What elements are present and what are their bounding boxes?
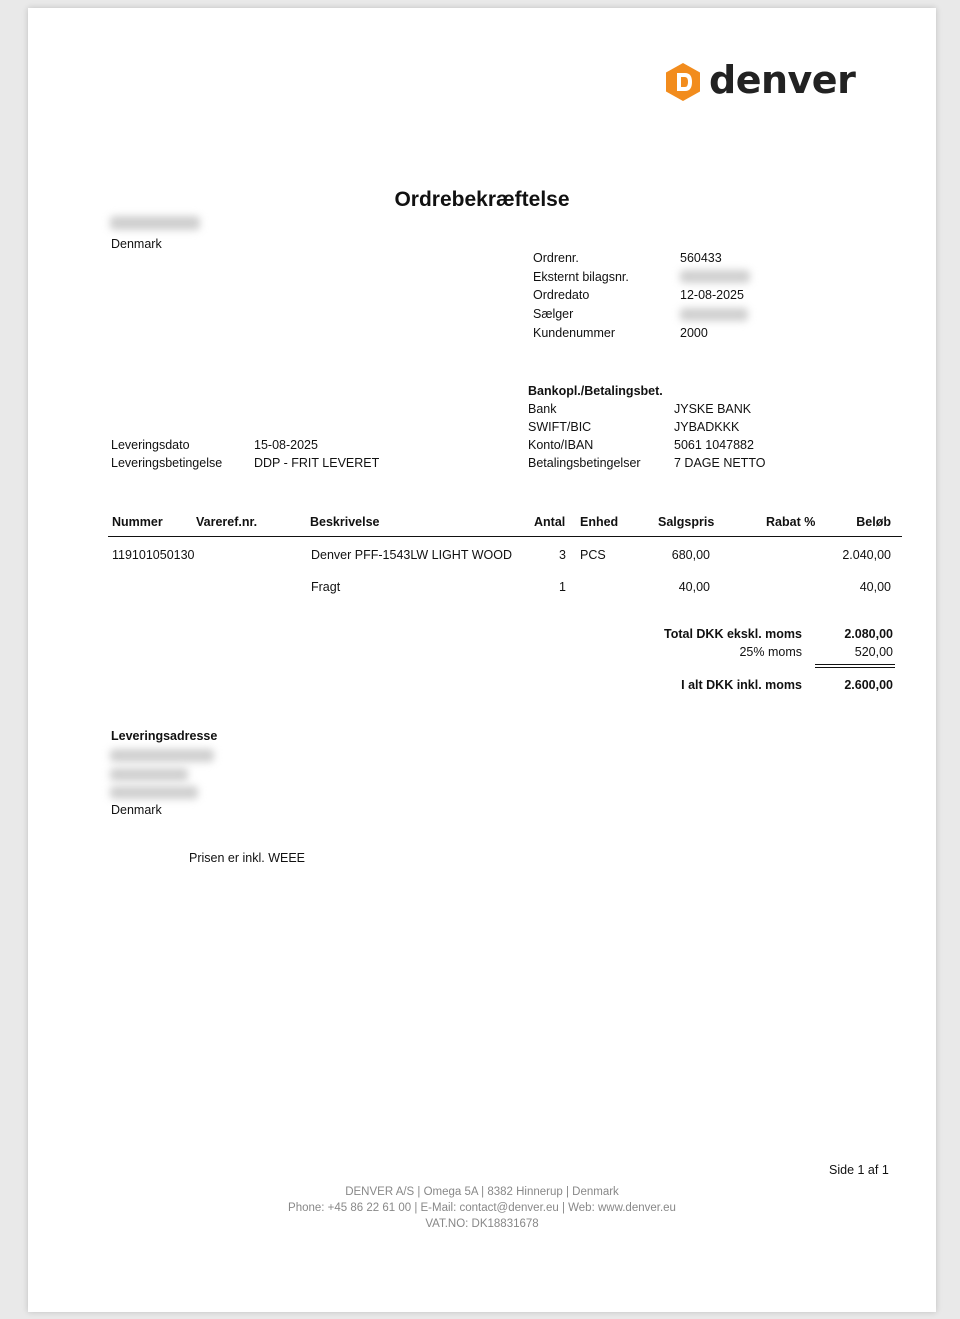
redacted-address-line bbox=[110, 749, 214, 762]
totals-rule bbox=[815, 664, 895, 665]
header-enhed: Enhed bbox=[580, 515, 619, 529]
total-incl-label: I alt DKK inkl. moms bbox=[681, 678, 802, 692]
header-rabat: Rabat % bbox=[766, 515, 816, 529]
bank-label: SWIFT/BIC bbox=[528, 420, 592, 434]
table-header-rule bbox=[108, 536, 902, 537]
footer-vat: VAT.NO: DK18831678 bbox=[425, 1218, 539, 1230]
cell-belob: 2.040,00 bbox=[842, 548, 891, 562]
footer-address: DENVER A/S | Omega 5A | 8382 Hinnerup | Denmark bbox=[345, 1186, 619, 1198]
cell-antal: 3 bbox=[559, 548, 566, 562]
bank-value: JYSKE BANK bbox=[674, 402, 752, 416]
order-info-value: 12-08-2025 bbox=[680, 288, 744, 302]
header-antal: Antal bbox=[534, 515, 566, 529]
total-excl-label: Total DKK ekskl. moms bbox=[663, 627, 802, 641]
page-number: Side 1 af 1 bbox=[829, 1163, 889, 1177]
delivery-value: 15-08-2025 bbox=[254, 438, 318, 452]
delivery-value: DDP - FRIT LEVERET bbox=[254, 456, 380, 470]
bank-value: 5061 1047882 bbox=[674, 438, 754, 452]
delivery-label: Leveringsbetingelse bbox=[111, 456, 223, 470]
cell-beskrivelse: Fragt bbox=[311, 580, 341, 594]
cell-antal: 1 bbox=[559, 580, 566, 594]
order-info-label: Kundenummer bbox=[533, 326, 615, 340]
bank-heading: Bankopl./Betalingsbet. bbox=[528, 384, 663, 398]
header-vareref: Vareref.nr. bbox=[196, 515, 258, 529]
cell-beskrivelse: Denver PFF-1543LW LIGHT WOOD bbox=[311, 548, 512, 562]
bank-value: 7 DAGE NETTO bbox=[674, 456, 766, 470]
delivery-address-heading: Leveringsadresse bbox=[111, 729, 218, 743]
redacted-address-line bbox=[110, 768, 188, 781]
redacted-address-line bbox=[110, 786, 198, 799]
order-info-value: 560433 bbox=[680, 251, 722, 265]
delivery-address-country: Denmark bbox=[111, 803, 162, 817]
weee-note: Prisen er inkl. WEEE bbox=[189, 851, 306, 865]
cell-salgspris: 40,00 bbox=[678, 580, 710, 594]
total-excl-value: 2.080,00 bbox=[844, 627, 893, 641]
cell-nummer: 119101050130 bbox=[112, 548, 195, 562]
header-salgspris: Salgspris bbox=[658, 515, 715, 529]
totals-rule bbox=[815, 667, 895, 668]
bank-label: Konto/IBAN bbox=[528, 438, 594, 452]
order-info-label: Ordredato bbox=[533, 288, 590, 302]
order-info-label: Sælger bbox=[533, 307, 574, 321]
cell-enhed: PCS bbox=[580, 548, 606, 562]
header-nummer: Nummer bbox=[112, 515, 163, 529]
footer-contact: Phone: +45 86 22 61 00 | E-Mail: contact@denver.eu | Web: www.denver.eu bbox=[288, 1202, 676, 1214]
document-title: Ordrebekræftelse bbox=[394, 188, 570, 211]
vat-label: 25% moms bbox=[739, 645, 802, 659]
order-info-label: Eksternt bilagsnr. bbox=[533, 270, 629, 284]
header-beskrivelse: Beskrivelse bbox=[310, 515, 380, 529]
vat-value: 520,00 bbox=[854, 645, 893, 659]
bank-label: Betalingsbetingelser bbox=[528, 456, 641, 470]
delivery-label: Leveringsdato bbox=[111, 438, 190, 452]
redacted-customer-name bbox=[110, 216, 200, 230]
bank-label: Bank bbox=[528, 402, 557, 416]
document-page bbox=[28, 8, 936, 1312]
denver-logo-icon bbox=[663, 62, 703, 102]
logo-text: denver bbox=[709, 58, 856, 102]
order-info-value: 2000 bbox=[680, 326, 708, 340]
redacted-seller bbox=[680, 308, 748, 321]
cell-belob: 40,00 bbox=[859, 580, 891, 594]
total-incl-value: 2.600,00 bbox=[844, 678, 893, 692]
order-info-label: Ordrenr. bbox=[533, 251, 579, 265]
redacted-external-ref bbox=[680, 270, 750, 283]
customer-country: Denmark bbox=[111, 237, 162, 251]
header-belob: Beløb bbox=[856, 515, 891, 529]
cell-salgspris: 680,00 bbox=[671, 548, 710, 562]
bank-value: JYBADKKK bbox=[674, 420, 740, 434]
